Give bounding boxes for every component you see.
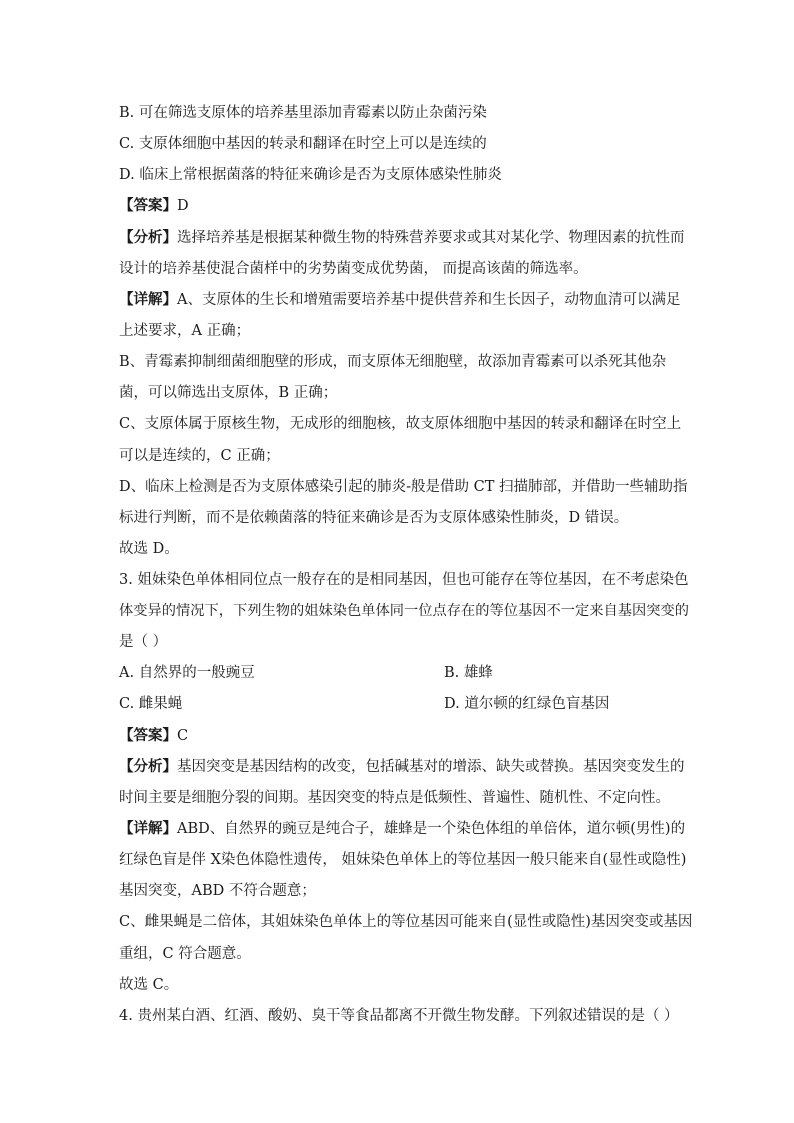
q3-detail-line-2: 红绿色盲是伴 X染色体隐性遗传， 姐妹染色单体上的等位基因一般只能来自(显性或隐性) [119,852,687,868]
q2-answer [119,196,694,216]
q3-option-d: D. 道尔顿的红绿色盲基因 [444,696,610,712]
q2-detail-line-6: 可以是连续的，C 正确； [119,448,280,464]
detail-text: ABD、自然界的豌豆是纯合子，雄蜂是一个染色体组的单倍体，道尔顿(男性)的 [177,821,686,837]
q3-answer [119,726,694,746]
analysis-text: 选择培养基是根据某种微生物的特殊营养要求或其对某化学、物理因素的抗性而 [177,230,685,246]
q3-stem-line-1: 3. 姐妹染色单体相同位点一般存在的是相同基因，但也可能存在等位基因，在不考虑染色 [119,572,689,588]
q2-detail-line-3: B、青霉素抑制细菌细胞壁的形成，而支原体无细胞壁，故添加青霉素可以杀死其他杂 [119,354,667,370]
q2-detail-line-2: 上述要求，A 正确； [119,323,251,339]
q2-option-b: B. 可在筛选支原体的培养基里添加青霉素以防止杂菌污染 [119,105,487,121]
q2-detail-line-4: 菌，可以筛选出支原体，B 正确； [119,385,338,401]
q3-option-c: C. 雌果蝇 [119,696,183,712]
q3-analysis-line-1 [119,757,694,777]
q3-detail-line-5: 重组，C 符合题意。 [119,946,251,962]
q4-stem-line-1: 4. 贵州某白酒、红酒、酸奶、臭干等食品都离不开微生物发酵。下列叙述错误的是（ ） [119,1008,679,1024]
q3-option-b: B. 雄蜂 [444,665,493,681]
answer-value: D [177,198,189,214]
q2-detail-line-5: C、支原体属于原核生物，无成形的细胞核，故支原体细胞中基因的转录和翻译在时空上 [119,416,682,432]
q3-analysis-line-2: 时间主要是细胞分裂的间期。基因突变的特点是低频性、普遍性、随机性、不定向性。 [119,790,670,806]
q2-option-c: C. 支原体细胞中基因的转录和翻译在时空上可以是连续的 [119,136,487,152]
q3-stem-line-3: 是（ ） [119,634,168,650]
answer-value: C [177,728,189,744]
detail-text: A、支原体的生长和增殖需要培养基中提供营养和生长因子，动物血清可以满足 [177,292,681,308]
q2-detail-line-1 [119,290,694,310]
answer-tag: 【答案】 [119,197,177,214]
analysis-text: 基因突变是基因结构的改变，包括碱基对的增添、缺失或替换。基因突变发生的 [177,759,685,775]
q3-stem-line-2: 体变异的情况下，下列生物的姐妹染色单体同一位点存在的等位基因不一定来自基因突变的 [119,603,690,619]
q2-detail-line-8: 标进行判断，而不是依赖菌落的特征来确诊是否为支原体感染性肺炎，D 错误。 [119,510,629,526]
q2-detail-line-7: D、临床上检测是否为支原体感染引起的肺炎-般是借助 CT 扫描肺部，并借助一些辅助指 [119,479,688,495]
answer-tag: 【答案】 [119,727,177,744]
q3-option-a: A. 自然界的一般豌豆 [119,665,255,681]
q3-conclusion: 故选 C。 [119,977,179,993]
analysis-tag: 【分析】 [119,229,177,246]
detail-tag: 【详解】 [119,291,177,308]
q2-analysis-line-1 [119,228,694,248]
q3-detail-line-3: 基因突变，ABD 不符合题意； [119,883,316,899]
q2-option-d: D. 临床上常根据菌落的特征来确诊是否为支原体感染性肺炎 [119,167,502,183]
q3-detail-line-1 [119,819,694,839]
detail-tag: 【详解】 [119,820,177,837]
q3-detail-line-4: C、雌果蝇是二倍体，其姐妹染色单体上的等位基因可能来自(显性或隐性)基因突变或基因 [119,914,693,930]
q2-conclusion: 故选 D。 [119,541,179,557]
analysis-tag: 【分析】 [119,758,177,775]
q2-analysis-line-2: 设计的培养基使混合菌样中的劣势菌变成优势菌， 而提高该菌的筛选率。 [119,261,588,277]
